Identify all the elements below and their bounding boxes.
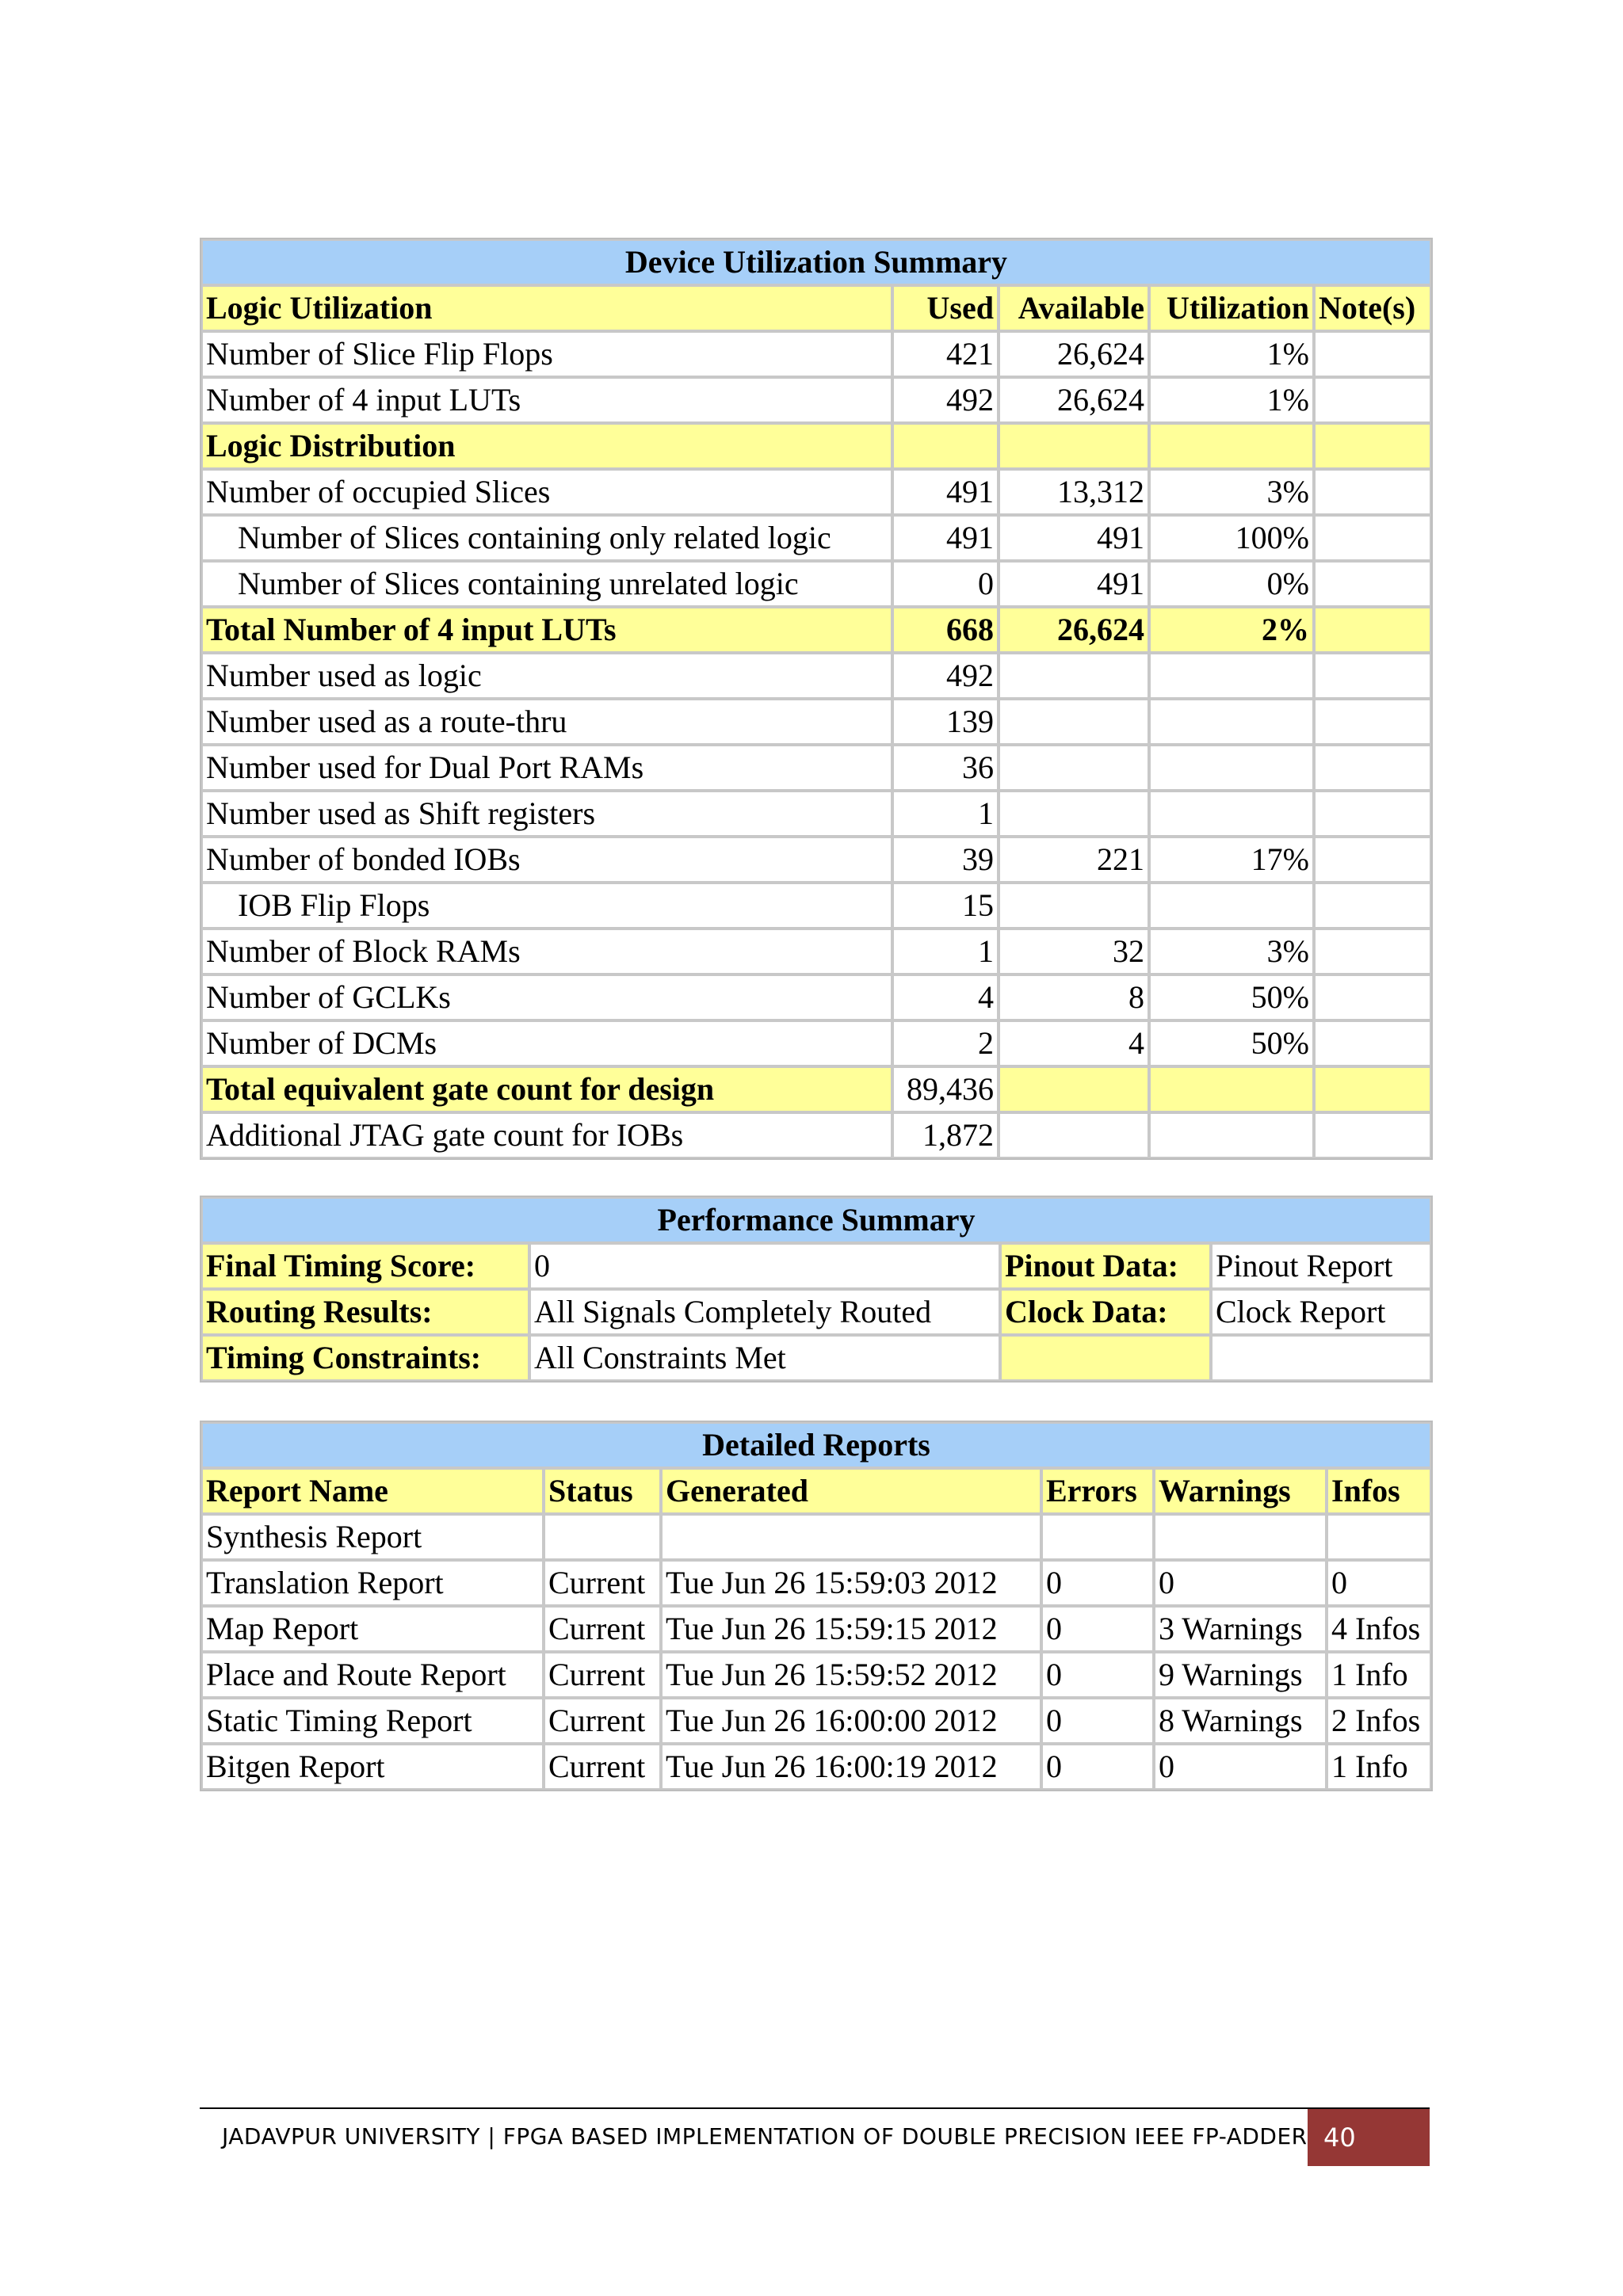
table-cell: 0 — [1154, 1744, 1327, 1790]
header-cell: Note(s) — [1314, 285, 1431, 331]
table-cell — [1314, 331, 1431, 377]
table-row — [201, 1514, 1431, 1560]
row-label: Number of 4 input LUTs — [201, 377, 892, 423]
table-cell: 0 — [892, 561, 999, 607]
table-cell: 8 — [999, 974, 1149, 1020]
table-row — [201, 1243, 1431, 1289]
table-cell — [661, 1514, 1041, 1560]
header-cell: Warnings — [1154, 1468, 1327, 1514]
table-cell — [1149, 745, 1314, 791]
table-cell: Current — [544, 1744, 661, 1790]
table-cell — [1314, 929, 1431, 974]
table-cell: 2 — [892, 1020, 999, 1066]
report-name-link[interactable]: Map Report — [201, 1606, 544, 1652]
table-row — [201, 1020, 1431, 1066]
table-cell: 39 — [892, 837, 999, 883]
row-label: Number of bonded IOBs — [201, 837, 892, 883]
table-cell: 0% — [1149, 561, 1314, 607]
table-cell — [999, 699, 1149, 745]
table-cell: Current — [544, 1698, 661, 1744]
header-cell: Status — [544, 1468, 661, 1514]
table-cell — [1149, 1066, 1314, 1112]
table-row — [201, 745, 1431, 791]
table-cell: 3% — [1149, 929, 1314, 974]
table-row — [201, 1744, 1431, 1790]
table-cell: 4 Infos — [1327, 1606, 1431, 1652]
header-cell: Utilization — [1149, 285, 1314, 331]
table-cell: 3% — [1149, 469, 1314, 515]
table-cell: 36 — [892, 745, 999, 791]
table-row — [201, 607, 1431, 653]
table-cell: 0 — [1041, 1698, 1154, 1744]
report-name-link[interactable]: Static Timing Report — [201, 1698, 544, 1744]
table-cell — [999, 423, 1149, 469]
table-cell — [1149, 1112, 1314, 1158]
table-cell: Current — [544, 1560, 661, 1606]
table-cell: 421 — [892, 331, 999, 377]
row-label: Total equivalent gate count for design — [201, 1066, 892, 1112]
header-row — [201, 285, 1431, 331]
table-caption: Performance Summary — [201, 1197, 1431, 1243]
table-cell: 1,872 — [892, 1112, 999, 1158]
header-cell: Report Name — [201, 1468, 544, 1514]
row-label: Number used as Shift registers — [201, 791, 892, 837]
report-name-link[interactable]: Bitgen Report — [201, 1744, 544, 1790]
final-timing-label: Final Timing Score: — [201, 1243, 529, 1289]
table-row — [201, 331, 1431, 377]
table-cell — [1314, 653, 1431, 699]
table-row — [201, 1560, 1431, 1606]
table-row — [201, 423, 1431, 469]
table-cell: 0 — [1041, 1606, 1154, 1652]
table-cell: 1 Info — [1327, 1744, 1431, 1790]
table-cell — [999, 883, 1149, 929]
table-cell — [1314, 515, 1431, 561]
pinout-label: Pinout Data: — [1000, 1243, 1211, 1289]
table-row — [201, 1606, 1431, 1652]
table-row — [201, 1112, 1431, 1158]
table-cell: Tue Jun 26 16:00:19 2012 — [661, 1744, 1041, 1790]
row-label: Number of occupied Slices — [201, 469, 892, 515]
table-row — [201, 653, 1431, 699]
detailed-reports-table — [200, 1421, 1433, 1791]
report-name-link[interactable]: Translation Report — [201, 1560, 544, 1606]
table-row — [201, 974, 1431, 1020]
report-name-link[interactable]: Place and Route Report — [201, 1652, 544, 1698]
row-label: Additional JTAG gate count for IOBs — [201, 1112, 892, 1158]
table-cell: 9 Warnings — [1154, 1652, 1327, 1698]
table-row — [201, 515, 1431, 561]
table-cell: 3 Warnings — [1154, 1606, 1327, 1652]
table-cell: 491 — [999, 515, 1149, 561]
table-cell — [1149, 791, 1314, 837]
device-utilization-table — [200, 238, 1433, 1160]
table-cell — [1314, 883, 1431, 929]
performance-summary-table — [200, 1196, 1433, 1383]
table-cell: 668 — [892, 607, 999, 653]
table-cell: 0 — [1041, 1744, 1154, 1790]
table-cell: 100% — [1149, 515, 1314, 561]
header-cell: Errors — [1041, 1468, 1154, 1514]
table-cell: 1 — [892, 791, 999, 837]
table-cell — [1314, 607, 1431, 653]
table-cell: 2 Infos — [1327, 1698, 1431, 1744]
final-timing-value: 0 — [529, 1243, 1000, 1289]
header-cell: Logic Utilization — [201, 285, 892, 331]
table-cell — [544, 1514, 661, 1560]
table-caption-row — [201, 1197, 1431, 1243]
header-cell: Used — [892, 285, 999, 331]
table-cell: 4 — [892, 974, 999, 1020]
table-cell: Current — [544, 1652, 661, 1698]
routing-value: All Signals Completely Routed — [529, 1289, 1000, 1335]
table-row — [201, 377, 1431, 423]
table-cell: 492 — [892, 653, 999, 699]
table-cell: 26,624 — [999, 377, 1149, 423]
pinout-report-link[interactable]: Pinout Report — [1211, 1243, 1431, 1289]
row-label: Number of Block RAMs — [201, 929, 892, 974]
page-number: 40 — [1308, 2109, 1430, 2166]
table-cell — [1314, 745, 1431, 791]
header-cell: Available — [999, 285, 1149, 331]
clock-report-link[interactable]: Clock Report — [1211, 1289, 1431, 1335]
table-cell: 26,624 — [999, 331, 1149, 377]
table-row — [201, 929, 1431, 974]
table-caption-row — [201, 239, 1431, 285]
footer-text: JADAVPUR UNIVERSITY | FPGA BASED IMPLEMENTATION OF DOUBLE PRECISION IEEE FP-ADDER — [222, 2123, 1308, 2149]
table-cell: 26,624 — [999, 607, 1149, 653]
table-row — [201, 1335, 1431, 1381]
constraints-value: All Constraints Met — [529, 1335, 1000, 1381]
row-label: Total Number of 4 input LUTs — [201, 607, 892, 653]
table-cell: 1 — [892, 929, 999, 974]
table-row — [201, 1698, 1431, 1744]
table-row — [201, 837, 1431, 883]
table-cell: Tue Jun 26 15:59:15 2012 — [661, 1606, 1041, 1652]
table-cell — [892, 423, 999, 469]
table-cell: Current — [544, 1606, 661, 1652]
table-cell: 32 — [999, 929, 1149, 974]
header-row — [201, 1468, 1431, 1514]
constraints-label: Timing Constraints: — [201, 1335, 529, 1381]
table-cell: 491 — [999, 561, 1149, 607]
table-cell: 17% — [1149, 837, 1314, 883]
table-cell — [999, 1066, 1149, 1112]
routing-label: Routing Results: — [201, 1289, 529, 1335]
table-cell: 0 — [1041, 1652, 1154, 1698]
header-cell: Generated — [661, 1468, 1041, 1514]
table-cell: 1 Info — [1327, 1652, 1431, 1698]
table-cell: Tue Jun 26 15:59:52 2012 — [661, 1652, 1041, 1698]
table-cell: 139 — [892, 699, 999, 745]
table-cell: 13,312 — [999, 469, 1149, 515]
table-cell — [1314, 974, 1431, 1020]
table-cell: 0 — [1327, 1560, 1431, 1606]
table-row — [201, 699, 1431, 745]
clock-label: Clock Data: — [1000, 1289, 1211, 1335]
table-row — [201, 883, 1431, 929]
row-label: Number of Slice Flip Flops — [201, 331, 892, 377]
table-cell: 50% — [1149, 1020, 1314, 1066]
table-cell: 8 Warnings — [1154, 1698, 1327, 1744]
table-row — [201, 791, 1431, 837]
table-cell — [1149, 423, 1314, 469]
report-name-link[interactable]: Synthesis Report — [201, 1514, 544, 1560]
table-caption-row — [201, 1422, 1431, 1468]
table-cell — [1149, 653, 1314, 699]
table-cell: 0 — [1154, 1560, 1327, 1606]
table-cell: 15 — [892, 883, 999, 929]
row-label: Number of Slices containing unrelated logic — [201, 561, 892, 607]
row-label: Number used as logic — [201, 653, 892, 699]
row-label: Number used as a route-thru — [201, 699, 892, 745]
table-row — [201, 561, 1431, 607]
table-row — [201, 1289, 1431, 1335]
empty-cell — [1000, 1335, 1211, 1381]
table-cell: Tue Jun 26 15:59:03 2012 — [661, 1560, 1041, 1606]
table-cell: 221 — [999, 837, 1149, 883]
table-cell: 491 — [892, 469, 999, 515]
table-row — [201, 1066, 1431, 1112]
row-label: Number of DCMs — [201, 1020, 892, 1066]
table-cell — [1327, 1514, 1431, 1560]
table-cell — [999, 1112, 1149, 1158]
table-cell — [1314, 1020, 1431, 1066]
table-cell — [999, 653, 1149, 699]
table-cell: 1% — [1149, 377, 1314, 423]
table-cell — [1314, 837, 1431, 883]
table-cell — [1314, 699, 1431, 745]
table-cell: 492 — [892, 377, 999, 423]
table-cell: 50% — [1149, 974, 1314, 1020]
table-cell — [1314, 423, 1431, 469]
table-row — [201, 469, 1431, 515]
table-cell: 491 — [892, 515, 999, 561]
row-label: Number used for Dual Port RAMs — [201, 745, 892, 791]
table-row — [201, 1652, 1431, 1698]
table-cell: 89,436 — [892, 1066, 999, 1112]
table-cell — [1314, 1066, 1431, 1112]
table-cell — [1154, 1514, 1327, 1560]
row-label: Number of GCLKs — [201, 974, 892, 1020]
table-cell: Tue Jun 26 16:00:00 2012 — [661, 1698, 1041, 1744]
table-cell: 4 — [999, 1020, 1149, 1066]
table-caption: Detailed Reports — [201, 1422, 1431, 1468]
table-cell: 2% — [1149, 607, 1314, 653]
row-label: Logic Distribution — [201, 423, 892, 469]
table-cell — [1314, 791, 1431, 837]
table-cell — [1314, 469, 1431, 515]
table-cell: 1% — [1149, 331, 1314, 377]
table-cell: 0 — [1041, 1560, 1154, 1606]
page-footer — [200, 2107, 1430, 2166]
table-cell — [1041, 1514, 1154, 1560]
empty-cell — [1211, 1335, 1431, 1381]
table-cell — [1314, 377, 1431, 423]
row-label: IOB Flip Flops — [201, 883, 892, 929]
row-label: Number of Slices containing only related logic — [201, 515, 892, 561]
table-cell — [1314, 561, 1431, 607]
table-cell — [1149, 699, 1314, 745]
header-cell: Infos — [1327, 1468, 1431, 1514]
table-cell — [1314, 1112, 1431, 1158]
table-cell — [999, 791, 1149, 837]
table-cell — [1149, 883, 1314, 929]
table-cell — [999, 745, 1149, 791]
table-caption: Device Utilization Summary — [201, 239, 1431, 285]
